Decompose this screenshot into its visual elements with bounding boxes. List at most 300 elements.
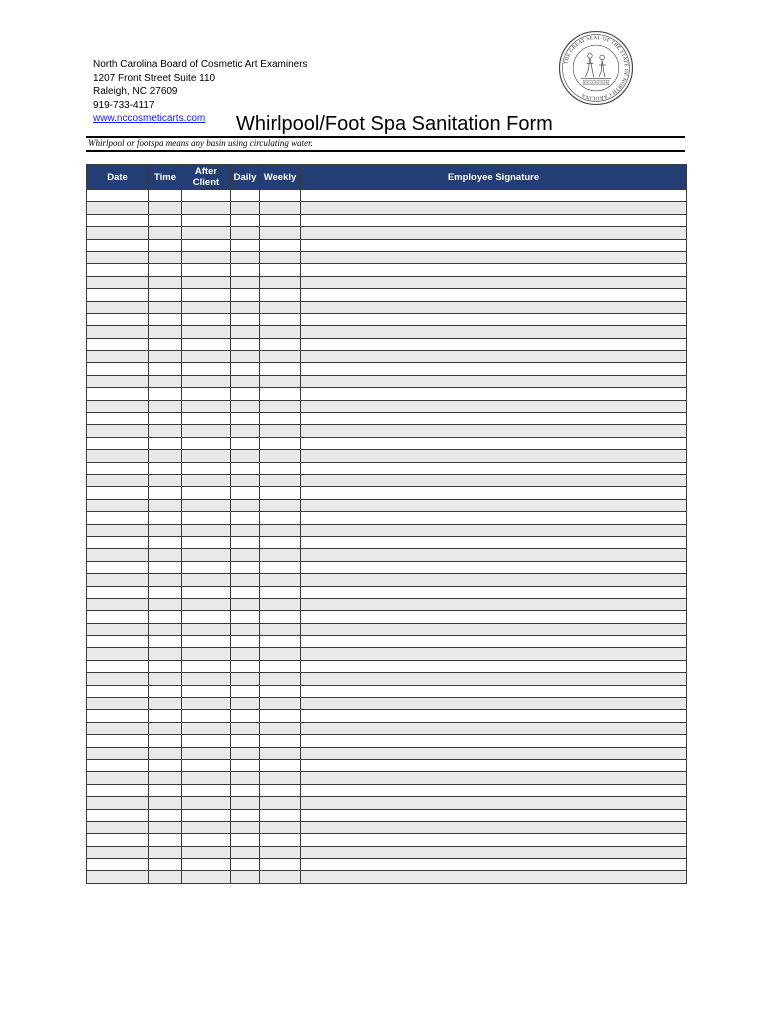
date-cell[interactable] <box>87 214 149 226</box>
weekly-cell[interactable] <box>260 524 301 536</box>
after-client-cell[interactable] <box>182 363 231 375</box>
time-cell[interactable] <box>149 227 182 239</box>
date-cell[interactable] <box>87 202 149 214</box>
time-cell[interactable] <box>149 735 182 747</box>
daily-cell[interactable] <box>231 512 260 524</box>
signature-cell[interactable] <box>301 648 687 660</box>
time-cell[interactable] <box>149 388 182 400</box>
signature-cell[interactable] <box>301 499 687 511</box>
weekly-cell[interactable] <box>260 710 301 722</box>
daily-cell[interactable] <box>231 611 260 623</box>
after-client-cell[interactable] <box>182 809 231 821</box>
signature-cell[interactable] <box>301 660 687 672</box>
weekly-cell[interactable] <box>260 338 301 350</box>
time-cell[interactable] <box>149 673 182 685</box>
website-link[interactable]: www.nccosmeticarts.com <box>93 113 206 124</box>
after-client-cell[interactable] <box>182 425 231 437</box>
daily-cell[interactable] <box>231 871 260 883</box>
date-cell[interactable] <box>87 821 149 833</box>
date-cell[interactable] <box>87 536 149 548</box>
weekly-cell[interactable] <box>260 784 301 796</box>
weekly-cell[interactable] <box>260 413 301 425</box>
daily-cell[interactable] <box>231 549 260 561</box>
after-client-cell[interactable] <box>182 698 231 710</box>
signature-cell[interactable] <box>301 747 687 759</box>
daily-cell[interactable] <box>231 388 260 400</box>
signature-cell[interactable] <box>301 400 687 412</box>
daily-cell[interactable] <box>231 375 260 387</box>
daily-cell[interactable] <box>231 499 260 511</box>
time-cell[interactable] <box>149 437 182 449</box>
after-client-cell[interactable] <box>182 846 231 858</box>
after-client-cell[interactable] <box>182 598 231 610</box>
signature-cell[interactable] <box>301 338 687 350</box>
weekly-cell[interactable] <box>260 351 301 363</box>
after-client-cell[interactable] <box>182 351 231 363</box>
signature-cell[interactable] <box>301 512 687 524</box>
daily-cell[interactable] <box>231 524 260 536</box>
date-cell[interactable] <box>87 425 149 437</box>
weekly-cell[interactable] <box>260 611 301 623</box>
after-client-cell[interactable] <box>182 375 231 387</box>
date-cell[interactable] <box>87 227 149 239</box>
date-cell[interactable] <box>87 437 149 449</box>
daily-cell[interactable] <box>231 598 260 610</box>
after-client-cell[interactable] <box>182 388 231 400</box>
time-cell[interactable] <box>149 648 182 660</box>
time-cell[interactable] <box>149 214 182 226</box>
time-cell[interactable] <box>149 784 182 796</box>
daily-cell[interactable] <box>231 400 260 412</box>
after-client-cell[interactable] <box>182 301 231 313</box>
after-client-cell[interactable] <box>182 450 231 462</box>
time-cell[interactable] <box>149 809 182 821</box>
weekly-cell[interactable] <box>260 326 301 338</box>
time-cell[interactable] <box>149 859 182 871</box>
after-client-cell[interactable] <box>182 561 231 573</box>
daily-cell[interactable] <box>231 561 260 573</box>
daily-cell[interactable] <box>231 450 260 462</box>
daily-cell[interactable] <box>231 846 260 858</box>
date-cell[interactable] <box>87 474 149 486</box>
signature-cell[interactable] <box>301 425 687 437</box>
daily-cell[interactable] <box>231 289 260 301</box>
weekly-cell[interactable] <box>260 636 301 648</box>
after-client-cell[interactable] <box>182 536 231 548</box>
daily-cell[interactable] <box>231 784 260 796</box>
time-cell[interactable] <box>149 660 182 672</box>
after-client-cell[interactable] <box>182 474 231 486</box>
after-client-cell[interactable] <box>182 437 231 449</box>
date-cell[interactable] <box>87 561 149 573</box>
time-cell[interactable] <box>149 499 182 511</box>
date-cell[interactable] <box>87 524 149 536</box>
signature-cell[interactable] <box>301 326 687 338</box>
weekly-cell[interactable] <box>260 375 301 387</box>
weekly-cell[interactable] <box>260 549 301 561</box>
date-cell[interactable] <box>87 326 149 338</box>
daily-cell[interactable] <box>231 301 260 313</box>
daily-cell[interactable] <box>231 202 260 214</box>
time-cell[interactable] <box>149 363 182 375</box>
signature-cell[interactable] <box>301 673 687 685</box>
date-cell[interactable] <box>87 276 149 288</box>
date-cell[interactable] <box>87 797 149 809</box>
date-cell[interactable] <box>87 301 149 313</box>
signature-cell[interactable] <box>301 450 687 462</box>
date-cell[interactable] <box>87 759 149 771</box>
signature-cell[interactable] <box>301 772 687 784</box>
weekly-cell[interactable] <box>260 722 301 734</box>
weekly-cell[interactable] <box>260 474 301 486</box>
date-cell[interactable] <box>87 685 149 697</box>
date-cell[interactable] <box>87 450 149 462</box>
daily-cell[interactable] <box>231 747 260 759</box>
signature-cell[interactable] <box>301 363 687 375</box>
signature-cell[interactable] <box>301 227 687 239</box>
time-cell[interactable] <box>149 821 182 833</box>
date-cell[interactable] <box>87 190 149 202</box>
daily-cell[interactable] <box>231 809 260 821</box>
after-client-cell[interactable] <box>182 190 231 202</box>
after-client-cell[interactable] <box>182 821 231 833</box>
date-cell[interactable] <box>87 648 149 660</box>
time-cell[interactable] <box>149 759 182 771</box>
after-client-cell[interactable] <box>182 487 231 499</box>
date-cell[interactable] <box>87 400 149 412</box>
daily-cell[interactable] <box>231 623 260 635</box>
after-client-cell[interactable] <box>182 499 231 511</box>
signature-cell[interactable] <box>301 251 687 263</box>
time-cell[interactable] <box>149 772 182 784</box>
weekly-cell[interactable] <box>260 834 301 846</box>
signature-cell[interactable] <box>301 214 687 226</box>
time-cell[interactable] <box>149 400 182 412</box>
after-client-cell[interactable] <box>182 772 231 784</box>
date-cell[interactable] <box>87 388 149 400</box>
after-client-cell[interactable] <box>182 660 231 672</box>
daily-cell[interactable] <box>231 487 260 499</box>
daily-cell[interactable] <box>231 425 260 437</box>
after-client-cell[interactable] <box>182 797 231 809</box>
after-client-cell[interactable] <box>182 623 231 635</box>
signature-cell[interactable] <box>301 413 687 425</box>
daily-cell[interactable] <box>231 660 260 672</box>
time-cell[interactable] <box>149 636 182 648</box>
signature-cell[interactable] <box>301 561 687 573</box>
date-cell[interactable] <box>87 487 149 499</box>
after-client-cell[interactable] <box>182 685 231 697</box>
daily-cell[interactable] <box>231 413 260 425</box>
daily-cell[interactable] <box>231 698 260 710</box>
weekly-cell[interactable] <box>260 251 301 263</box>
date-cell[interactable] <box>87 499 149 511</box>
daily-cell[interactable] <box>231 673 260 685</box>
signature-cell[interactable] <box>301 487 687 499</box>
weekly-cell[interactable] <box>260 660 301 672</box>
daily-cell[interactable] <box>231 351 260 363</box>
date-cell[interactable] <box>87 722 149 734</box>
time-cell[interactable] <box>149 190 182 202</box>
after-client-cell[interactable] <box>182 462 231 474</box>
signature-cell[interactable] <box>301 698 687 710</box>
time-cell[interactable] <box>149 425 182 437</box>
daily-cell[interactable] <box>231 363 260 375</box>
date-cell[interactable] <box>87 586 149 598</box>
date-cell[interactable] <box>87 611 149 623</box>
after-client-cell[interactable] <box>182 648 231 660</box>
date-cell[interactable] <box>87 251 149 263</box>
after-client-cell[interactable] <box>182 636 231 648</box>
time-cell[interactable] <box>149 722 182 734</box>
time-cell[interactable] <box>149 598 182 610</box>
daily-cell[interactable] <box>231 648 260 660</box>
date-cell[interactable] <box>87 512 149 524</box>
time-cell[interactable] <box>149 797 182 809</box>
after-client-cell[interactable] <box>182 512 231 524</box>
signature-cell[interactable] <box>301 685 687 697</box>
after-client-cell[interactable] <box>182 202 231 214</box>
weekly-cell[interactable] <box>260 536 301 548</box>
time-cell[interactable] <box>149 561 182 573</box>
daily-cell[interactable] <box>231 636 260 648</box>
daily-cell[interactable] <box>231 710 260 722</box>
date-cell[interactable] <box>87 549 149 561</box>
weekly-cell[interactable] <box>260 289 301 301</box>
after-client-cell[interactable] <box>182 673 231 685</box>
time-cell[interactable] <box>149 685 182 697</box>
time-cell[interactable] <box>149 375 182 387</box>
weekly-cell[interactable] <box>260 264 301 276</box>
after-client-cell[interactable] <box>182 276 231 288</box>
after-client-cell[interactable] <box>182 239 231 251</box>
time-cell[interactable] <box>149 834 182 846</box>
signature-cell[interactable] <box>301 190 687 202</box>
after-client-cell[interactable] <box>182 313 231 325</box>
after-client-cell[interactable] <box>182 759 231 771</box>
time-cell[interactable] <box>149 710 182 722</box>
date-cell[interactable] <box>87 462 149 474</box>
weekly-cell[interactable] <box>260 499 301 511</box>
signature-cell[interactable] <box>301 611 687 623</box>
daily-cell[interactable] <box>231 685 260 697</box>
after-client-cell[interactable] <box>182 871 231 883</box>
after-client-cell[interactable] <box>182 326 231 338</box>
daily-cell[interactable] <box>231 338 260 350</box>
signature-cell[interactable] <box>301 437 687 449</box>
daily-cell[interactable] <box>231 190 260 202</box>
time-cell[interactable] <box>149 747 182 759</box>
date-cell[interactable] <box>87 747 149 759</box>
signature-cell[interactable] <box>301 871 687 883</box>
signature-cell[interactable] <box>301 809 687 821</box>
signature-cell[interactable] <box>301 462 687 474</box>
daily-cell[interactable] <box>231 859 260 871</box>
weekly-cell[interactable] <box>260 202 301 214</box>
weekly-cell[interactable] <box>260 388 301 400</box>
date-cell[interactable] <box>87 351 149 363</box>
daily-cell[interactable] <box>231 227 260 239</box>
weekly-cell[interactable] <box>260 846 301 858</box>
weekly-cell[interactable] <box>260 400 301 412</box>
signature-cell[interactable] <box>301 735 687 747</box>
signature-cell[interactable] <box>301 524 687 536</box>
weekly-cell[interactable] <box>260 685 301 697</box>
signature-cell[interactable] <box>301 623 687 635</box>
daily-cell[interactable] <box>231 574 260 586</box>
time-cell[interactable] <box>149 871 182 883</box>
time-cell[interactable] <box>149 524 182 536</box>
date-cell[interactable] <box>87 871 149 883</box>
time-cell[interactable] <box>149 450 182 462</box>
time-cell[interactable] <box>149 326 182 338</box>
time-cell[interactable] <box>149 313 182 325</box>
weekly-cell[interactable] <box>260 512 301 524</box>
time-cell[interactable] <box>149 251 182 263</box>
weekly-cell[interactable] <box>260 747 301 759</box>
after-client-cell[interactable] <box>182 834 231 846</box>
weekly-cell[interactable] <box>260 239 301 251</box>
after-client-cell[interactable] <box>182 611 231 623</box>
signature-cell[interactable] <box>301 388 687 400</box>
daily-cell[interactable] <box>231 586 260 598</box>
after-client-cell[interactable] <box>182 338 231 350</box>
daily-cell[interactable] <box>231 722 260 734</box>
date-cell[interactable] <box>87 239 149 251</box>
weekly-cell[interactable] <box>260 301 301 313</box>
weekly-cell[interactable] <box>260 313 301 325</box>
daily-cell[interactable] <box>231 821 260 833</box>
time-cell[interactable] <box>149 512 182 524</box>
signature-cell[interactable] <box>301 549 687 561</box>
signature-cell[interactable] <box>301 536 687 548</box>
date-cell[interactable] <box>87 363 149 375</box>
after-client-cell[interactable] <box>182 227 231 239</box>
time-cell[interactable] <box>149 276 182 288</box>
date-cell[interactable] <box>87 809 149 821</box>
after-client-cell[interactable] <box>182 549 231 561</box>
time-cell[interactable] <box>149 474 182 486</box>
after-client-cell[interactable] <box>182 735 231 747</box>
signature-cell[interactable] <box>301 710 687 722</box>
signature-cell[interactable] <box>301 759 687 771</box>
daily-cell[interactable] <box>231 536 260 548</box>
signature-cell[interactable] <box>301 276 687 288</box>
weekly-cell[interactable] <box>260 276 301 288</box>
signature-cell[interactable] <box>301 821 687 833</box>
after-client-cell[interactable] <box>182 214 231 226</box>
time-cell[interactable] <box>149 301 182 313</box>
after-client-cell[interactable] <box>182 784 231 796</box>
signature-cell[interactable] <box>301 574 687 586</box>
time-cell[interactable] <box>149 413 182 425</box>
time-cell[interactable] <box>149 202 182 214</box>
signature-cell[interactable] <box>301 834 687 846</box>
time-cell[interactable] <box>149 623 182 635</box>
weekly-cell[interactable] <box>260 759 301 771</box>
daily-cell[interactable] <box>231 214 260 226</box>
date-cell[interactable] <box>87 735 149 747</box>
daily-cell[interactable] <box>231 264 260 276</box>
signature-cell[interactable] <box>301 474 687 486</box>
date-cell[interactable] <box>87 375 149 387</box>
after-client-cell[interactable] <box>182 289 231 301</box>
after-client-cell[interactable] <box>182 413 231 425</box>
time-cell[interactable] <box>149 351 182 363</box>
weekly-cell[interactable] <box>260 871 301 883</box>
daily-cell[interactable] <box>231 462 260 474</box>
after-client-cell[interactable] <box>182 747 231 759</box>
signature-cell[interactable] <box>301 636 687 648</box>
date-cell[interactable] <box>87 660 149 672</box>
date-cell[interactable] <box>87 338 149 350</box>
date-cell[interactable] <box>87 636 149 648</box>
daily-cell[interactable] <box>231 276 260 288</box>
signature-cell[interactable] <box>301 375 687 387</box>
weekly-cell[interactable] <box>260 462 301 474</box>
time-cell[interactable] <box>149 239 182 251</box>
after-client-cell[interactable] <box>182 574 231 586</box>
signature-cell[interactable] <box>301 598 687 610</box>
weekly-cell[interactable] <box>260 425 301 437</box>
signature-cell[interactable] <box>301 313 687 325</box>
daily-cell[interactable] <box>231 326 260 338</box>
daily-cell[interactable] <box>231 834 260 846</box>
signature-cell[interactable] <box>301 846 687 858</box>
after-client-cell[interactable] <box>182 722 231 734</box>
signature-cell[interactable] <box>301 586 687 598</box>
signature-cell[interactable] <box>301 784 687 796</box>
signature-cell[interactable] <box>301 859 687 871</box>
signature-cell[interactable] <box>301 289 687 301</box>
signature-cell[interactable] <box>301 264 687 276</box>
daily-cell[interactable] <box>231 797 260 809</box>
after-client-cell[interactable] <box>182 400 231 412</box>
date-cell[interactable] <box>87 289 149 301</box>
date-cell[interactable] <box>87 698 149 710</box>
signature-cell[interactable] <box>301 797 687 809</box>
date-cell[interactable] <box>87 846 149 858</box>
daily-cell[interactable] <box>231 735 260 747</box>
weekly-cell[interactable] <box>260 735 301 747</box>
weekly-cell[interactable] <box>260 623 301 635</box>
signature-cell[interactable] <box>301 239 687 251</box>
daily-cell[interactable] <box>231 313 260 325</box>
weekly-cell[interactable] <box>260 227 301 239</box>
weekly-cell[interactable] <box>260 437 301 449</box>
date-cell[interactable] <box>87 772 149 784</box>
date-cell[interactable] <box>87 859 149 871</box>
daily-cell[interactable] <box>231 474 260 486</box>
date-cell[interactable] <box>87 413 149 425</box>
date-cell[interactable] <box>87 784 149 796</box>
after-client-cell[interactable] <box>182 859 231 871</box>
date-cell[interactable] <box>87 598 149 610</box>
date-cell[interactable] <box>87 834 149 846</box>
weekly-cell[interactable] <box>260 214 301 226</box>
weekly-cell[interactable] <box>260 574 301 586</box>
date-cell[interactable] <box>87 710 149 722</box>
weekly-cell[interactable] <box>260 363 301 375</box>
date-cell[interactable] <box>87 264 149 276</box>
after-client-cell[interactable] <box>182 710 231 722</box>
weekly-cell[interactable] <box>260 561 301 573</box>
signature-cell[interactable] <box>301 202 687 214</box>
weekly-cell[interactable] <box>260 797 301 809</box>
signature-cell[interactable] <box>301 722 687 734</box>
weekly-cell[interactable] <box>260 190 301 202</box>
weekly-cell[interactable] <box>260 673 301 685</box>
